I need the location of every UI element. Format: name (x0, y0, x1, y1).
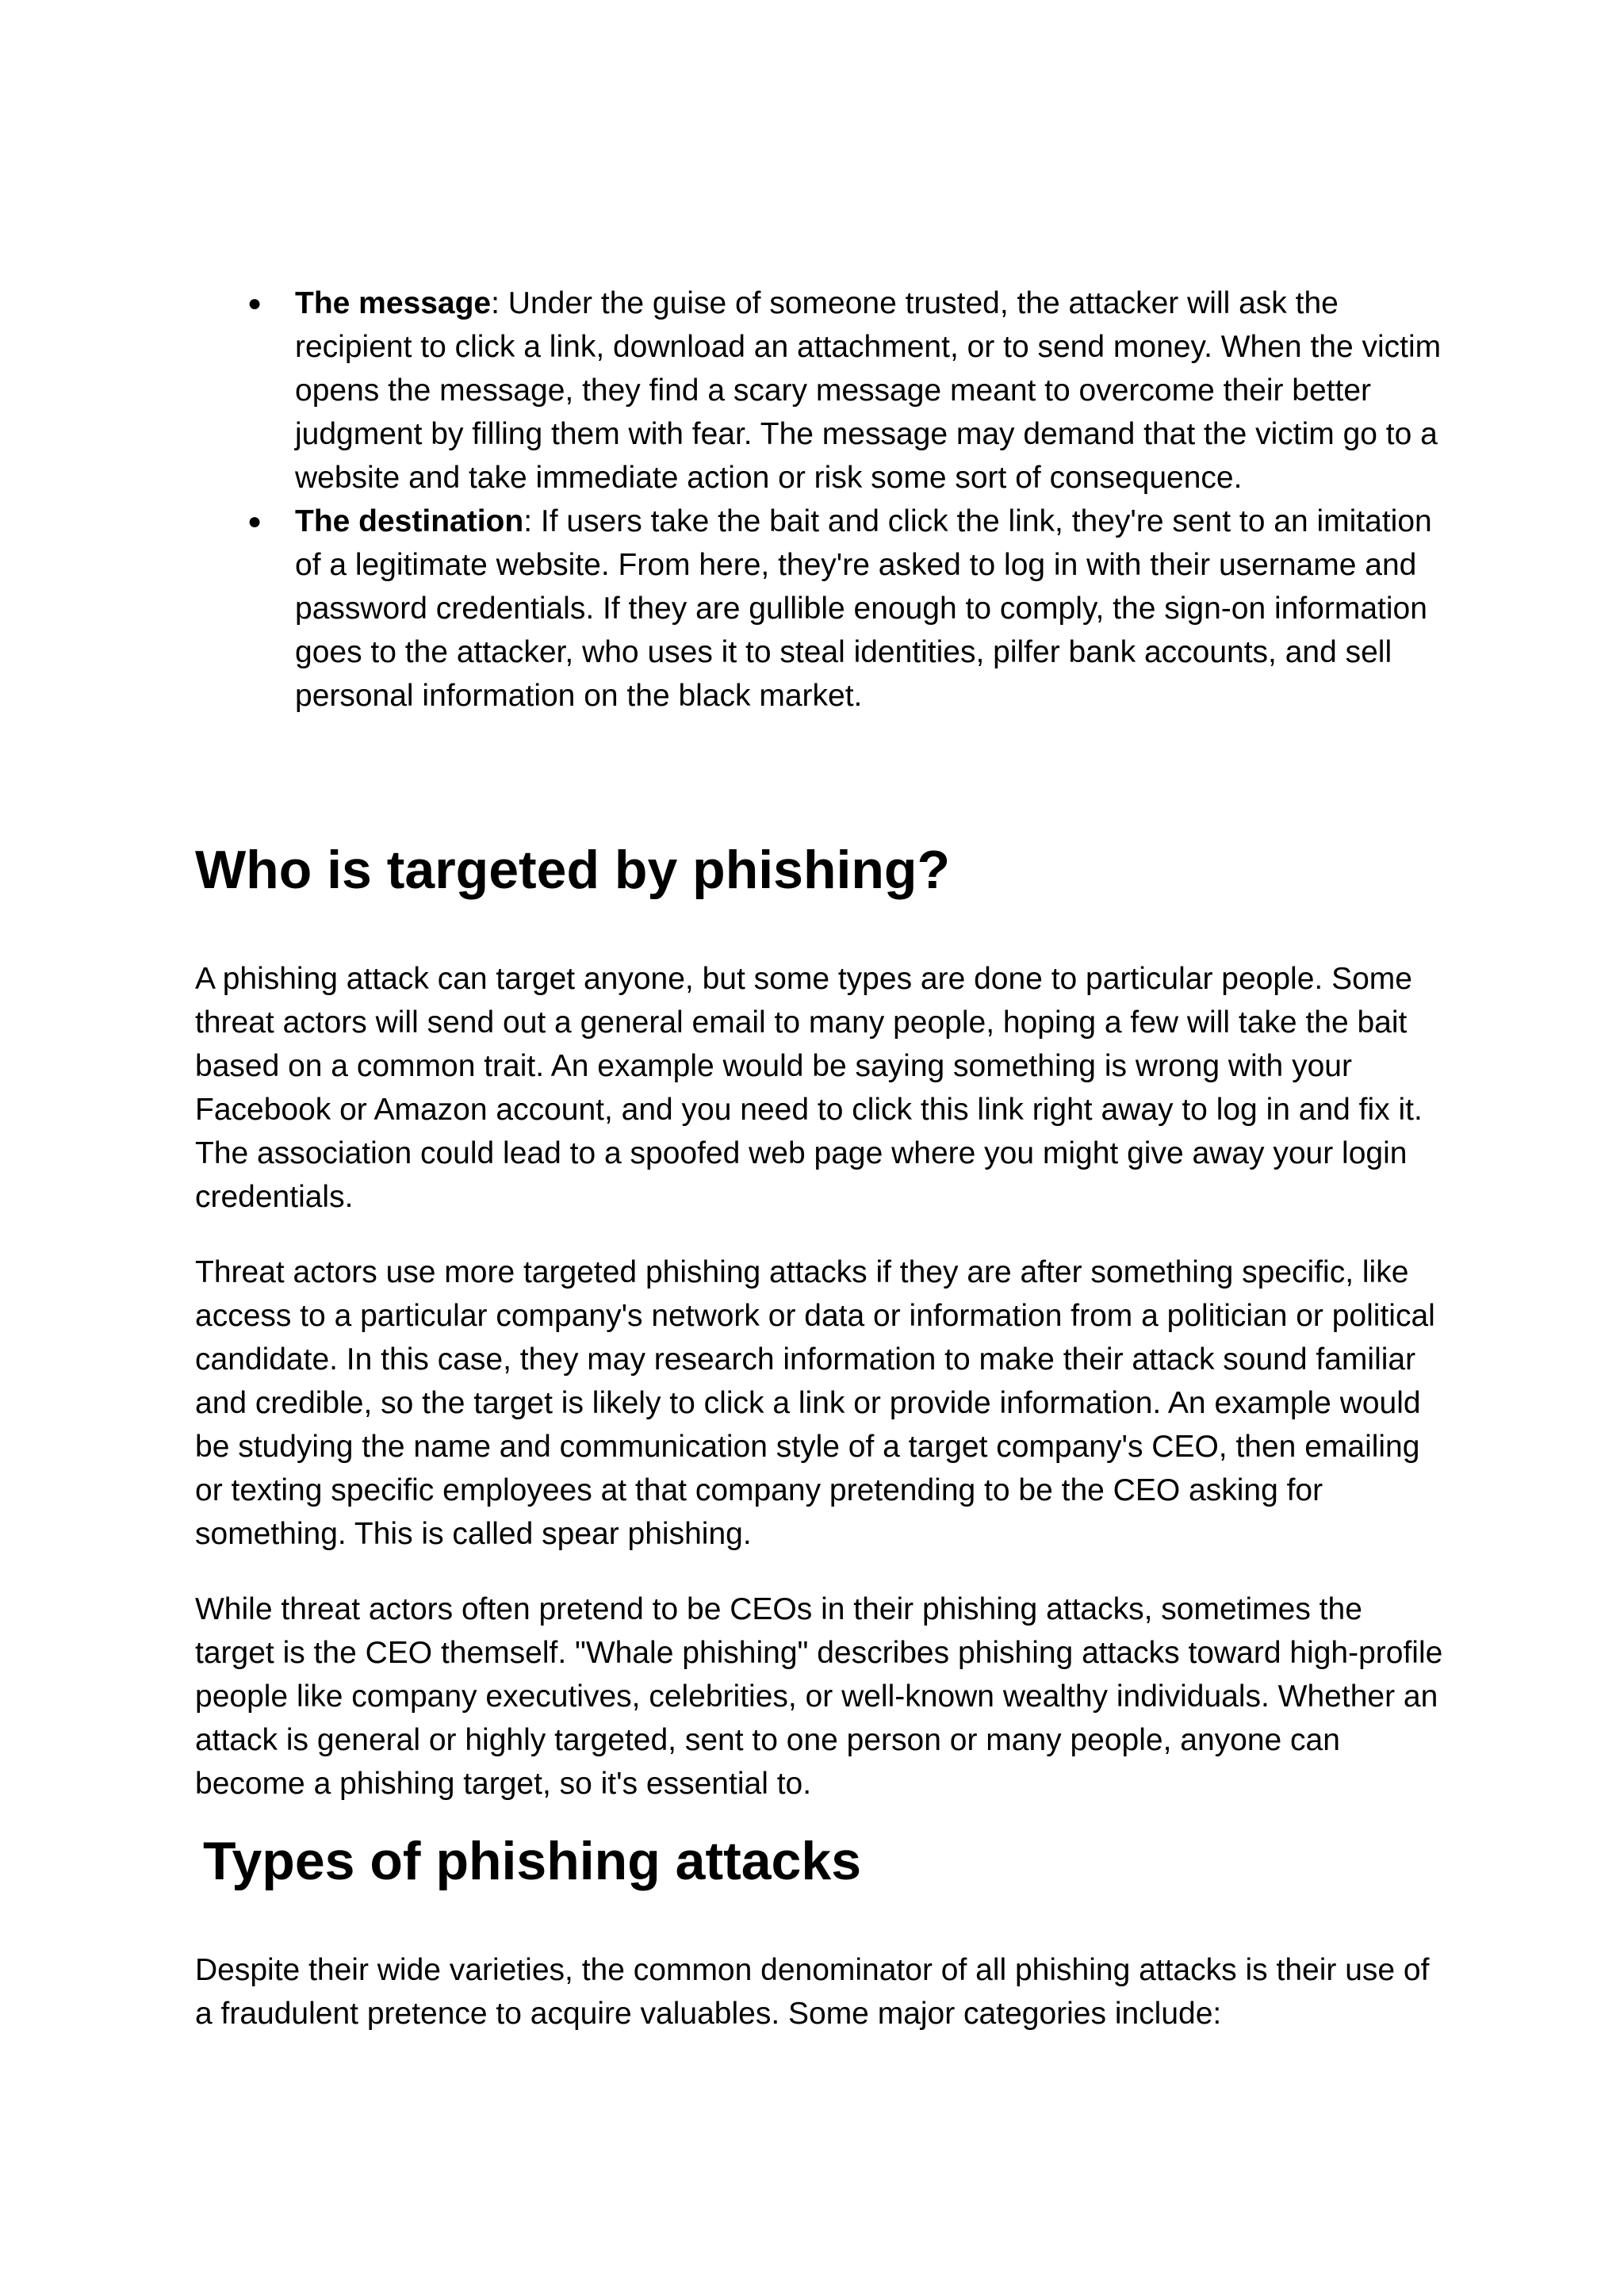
section-heading-targeted: Who is targeted by phishing? (195, 840, 950, 900)
bullet-list (195, 281, 1448, 718)
bullet-icon: ● (247, 508, 262, 534)
list-item (195, 281, 1448, 500)
bullet-term: The destination (295, 504, 524, 538)
bullet-term: The message (295, 286, 492, 320)
bullet-text: : Under the guise of someone trusted, the attacker will ask the recipient to click a link, download an attachment, or to send money. When the victim opens the message, they find a scary message meant to overcome their better judgment by filling them with fear. The message may demand that the victim go to a website and take immediate action or risk some sort of consequence. (295, 286, 1442, 495)
bullet-icon: ● (247, 290, 262, 316)
paragraph: Despite their wide varieties, the common denominator of all phishing attacks is their use of a fraudulent pretence to acquire valuables. Some major categories include: (195, 1953, 1430, 2031)
list-item (195, 500, 1448, 718)
bullet-text: : If users take the bait and click the link, they're sent to an imitation of a legitimate website. From here, they're asked to log in with their username and password credentials. If they are gullible enough to comply, the sign-on information goes to the attacker, who uses it to steal identities, pilfer bank accounts, and sell personal information on the black market. (295, 504, 1432, 713)
paragraph: Threat actors use more targeted phishing attacks if they are after something specific, like access to a particular company's network or data or information from a politician or political candidate. In this case, they may research information to make their attack sound familiar and credible, so the target is likely to click a link or provide information. An example would be studying the name and communication style of a target company's CEO, then emailing or texting specific employees at that company pretending to be the CEO asking for something. This is called spear phishing. (195, 1255, 1435, 1551)
paragraph: A phishing attack can target anyone, but some types are done to particular people. Some threat actors will send out a general email to many people, hoping a few will take the bait based on a common trait. An example would be saying something is wrong with your Facebook or Amazon account, and you need to click this link right away to log in and fix it. The association could lead to a spoofed web page where you might give away your login credentials. (195, 962, 1423, 1214)
paragraph: While threat actors often pretend to be CEOs in their phishing attacks, sometimes the target is the CEO themself. "Whale phishing" describes phishing attacks toward high-profile people like company executives, celebrities, or well-known wealthy individuals. Whether an attack is general or highly targeted, sent to one person or many people, anyone can become a phishing target, so it's essential to. (195, 1592, 1443, 1801)
section-heading-types: Types of phishing attacks (203, 1831, 862, 1891)
document-body (195, 281, 1448, 2031)
